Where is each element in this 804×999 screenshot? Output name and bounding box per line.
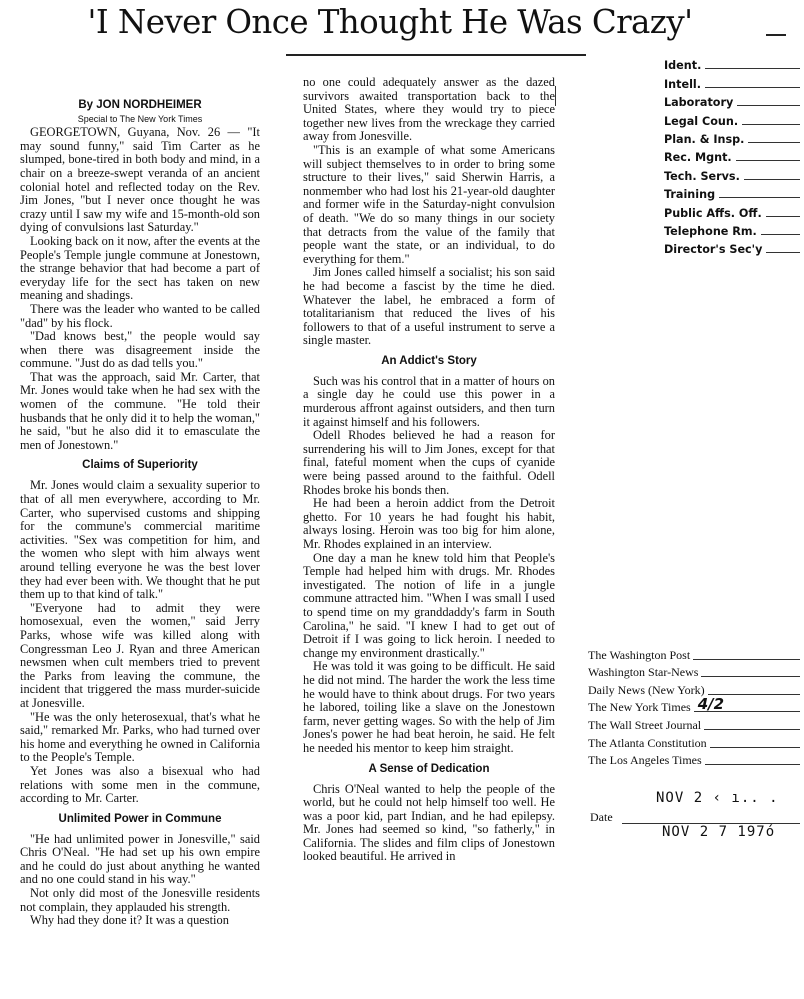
paragraph: no one could adequately answer as the dazed survivors awaited transportation back to the United States, where they would try to piece together new lives from the wreckage they carried away from Jonesville. <box>303 75 555 144</box>
subhead: A Sense of Dedication <box>368 762 490 775</box>
headline: 'I Never Once Thought He Was Crazy' <box>87 3 693 41</box>
newspaper-item: The Washington Post <box>588 645 800 663</box>
received-stamp: NOV 2 ‹ ı.. . <box>656 790 779 806</box>
paragraph: There was the leader who wanted to be called "dad" by his flock. <box>20 301 260 330</box>
routing-item: Telephone Rm. <box>664 220 800 238</box>
newspaper-item: The Wall Street Journal <box>588 715 800 733</box>
paragraph: Chris O'Neal wanted to help the people of the world, but he could not help himself too well. He was a poor kid, part Indian, and he had epilepsy. Mr. Jones had seemed so kind, "so fatherly," in California. The slides and film clips of Jonestown looked beautiful. He arrived in <box>303 781 555 864</box>
routing-item: Rec. Mgnt. <box>664 146 800 164</box>
date-label: Date <box>590 810 613 824</box>
newspaper-item: The New York Times 4/2 <box>588 698 800 716</box>
newspaper-item: Daily News (New York) <box>588 680 800 698</box>
paragraph: "He was the only heterosexual, that's what he said," remarked Mr. Parks, who had turned over his home and everything he owned in California to the People's Temple. <box>20 709 260 765</box>
routing-item: Public Affs. Off. <box>664 201 800 219</box>
routing-item: Director's Sec'y <box>664 238 800 256</box>
subhead: Claims of Superiority <box>82 459 198 472</box>
paragraph: Not only did most of the Jonesville residents not complain, they applauded his strength. <box>20 886 260 914</box>
routing-item: Plan. & Insp. <box>664 128 800 146</box>
paragraph: That was the approach, said Mr. Carter, that Mr. Jones would take when he had sex with the women of the commune. "He told their husbands that he only did it to help the woman," he said, "but he also did it to emasculate the men of Jonestown." <box>20 369 260 452</box>
article-column-2 <box>303 76 555 864</box>
paragraph: "This is an example of what some Americans will subject themselves to in order to bring some structure to their lives," said Sherwin Harris, a nonmember who had lost his 21-year-old daughter and former wife in the Saturday-night convulsion of death. "We do so many things in our society that detracts from the value of the family that people want the state, or an individual, to do everything for them." <box>303 142 555 266</box>
subhead: An Addict's Story <box>381 354 477 367</box>
column-rule <box>555 86 556 106</box>
routing-item: Legal Coun. <box>664 109 800 127</box>
byline-credit: Special to The New York Times <box>77 113 203 124</box>
newspaper-item: The Los Angeles Times <box>588 751 800 769</box>
routing-list <box>664 54 800 256</box>
paragraph: "He had unlimited power in Jonesville," said Chris O'Neal. "He had set up his own empire and he could do just about anything he wanted and no one could stand in his way." <box>20 831 260 887</box>
paragraph: GEORGETOWN, Guyana, Nov. 26 — "It may sound funny," said Tim Carter as he slumped, bone-tired in both body and mind, in a chair on a breeze-swept veranda of an ancient colonial hotel and reflected today on the Rev. Jim Jones, "but I never once thought he was crazy until I saw my wife and 15-month-old son dying of convulsions last Saturday." <box>20 125 260 235</box>
headline-dash <box>766 34 786 36</box>
paragraph: Why had they done it? It was a question <box>30 913 229 928</box>
article-column-1 <box>20 99 260 928</box>
routing-item: Tech. Servs. <box>664 164 800 182</box>
headline-underline <box>286 54 586 56</box>
paragraph: Such was his control that in a matter of hours on a single day he could use this power in a murderous affront against outsiders, and then turn it against himself and his followers. <box>303 373 555 429</box>
date-stamp: NOV 2 7 197ó <box>662 824 776 840</box>
routing-item: Training <box>664 183 800 201</box>
paragraph: "Dad knows best," the people would say when there was disagreement inside the commune. "Just do as dad tells you." <box>20 329 260 371</box>
paragraph: He had been a heroin addict from the Detroit ghetto. For 10 years he had fought his habit, always losing. Heroin was too big for him alone, Mr. Rhodes explained in an interview. <box>303 496 555 551</box>
routing-item: Laboratory <box>664 91 800 109</box>
paragraph: Mr. Jones would claim a sexuality superior to that of all men everywhere, according to Mr. Carter, who supervised customs and shipping for the commune's commercial maritime activities. "Sex was competition for him, and the women who slept with him always went around telling everyone he was the best lover they had ever been with. We thought that he put them up to that kind of talk." <box>20 478 260 602</box>
paragraph: Looking back on it now, after the events at the People's Temple jungle commune at Jonestown, the strange behavior that had become a part of everyday life for the sect has taken on new meaning and shadings. <box>20 233 260 303</box>
newspaper-item: Washington Star-News <box>588 663 800 681</box>
paragraph: He was told it was going to be difficult. He said he did not mind. The harder the work the less time he would have to think about drugs. For two years he labored, toiling like a slave on the Jonestown farm, never getting wages. So with the help of Jim Jones's power he had beat heroin, he said. He felt he needed his mentor to keep him straight. <box>303 659 555 755</box>
routing-item: Ident. <box>664 54 800 72</box>
newspaper-item: The Atlanta Constitution <box>588 733 800 751</box>
paragraph: Jim Jones called himself a socialist; his son said he had become a fascist by the time he died. Whatever the label, he embraced a form of totalitarianism that reduced the lives of his followers to that of a useful instrument to serve a single master. <box>303 265 555 348</box>
routing-item: Intell. <box>664 72 800 90</box>
paragraph: One day a man he knew told him that People's Temple had helped him with drugs. Mr. Rhodes investigated. The notion of life in a jungle commune attracted him. "When I was small I used to spend time on my granddaddy's farm in South Carolina," he said. "I knew I had to get out of Detroit if I was going to lick heroin. I needed to change my environment drastically." <box>303 550 555 660</box>
paragraph: Odell Rhodes believed he had a reason for surrendering his will to Jim Jones, except for that final, fateful moment when the cups of cyanide were being passed around to the faithful. Odell Rhodes broke his bonds then. <box>303 428 555 497</box>
handwritten-page-mark: 4/2 <box>697 695 725 714</box>
newspaper-list <box>588 645 800 768</box>
byline: By JON NORDHEIMER <box>78 99 202 111</box>
paragraph: "Everyone had to admit they were homosexual, even the women," said Jerry Parks, whose wife was killed along with Congressman Leo J. Ryan and three American newsmen when cult members tried to prevent the Parks from leaving the commune, the incident that triggered the mass murder-suicide at Jonesville. <box>20 600 260 710</box>
subhead: Unlimited Power in Commune <box>58 812 222 825</box>
paragraph: Yet Jones was also a bisexual who had relations with some men in the commune, according to Mr. Carter. <box>20 763 260 806</box>
